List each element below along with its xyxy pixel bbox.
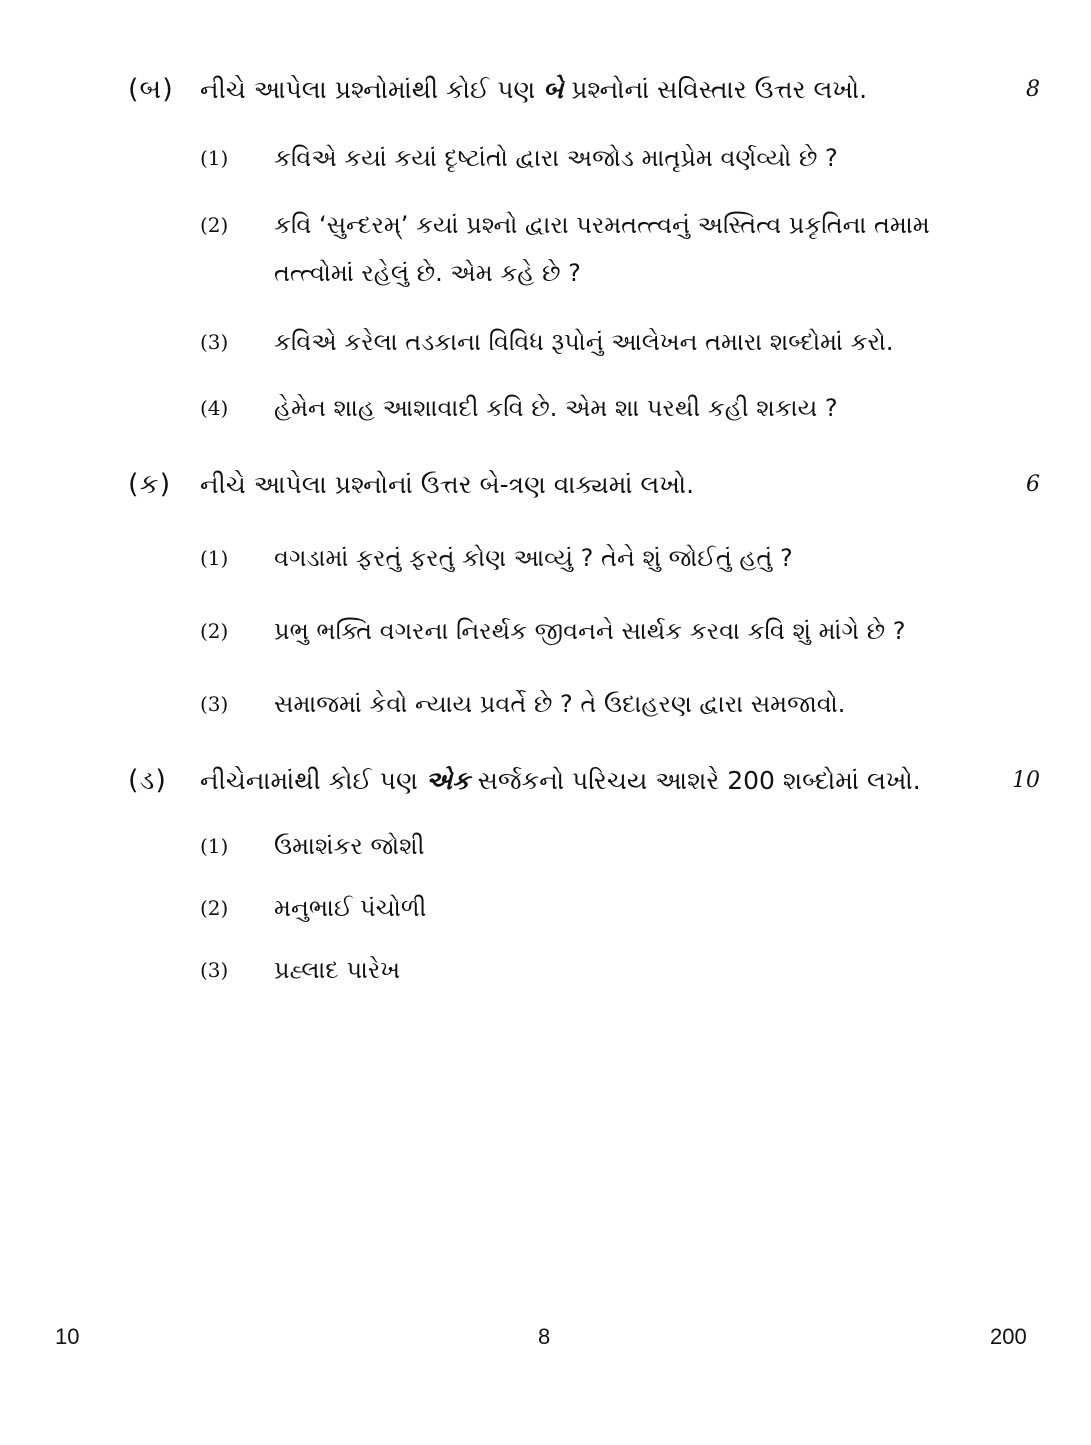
section-marks: 8 bbox=[1026, 77, 1040, 102]
question-text: વગડામાં ફરતું ફરતું કોણ આવ્યું ? તેને શું જોઈતું હતું ? bbox=[274, 544, 793, 572]
author-name: ઉમાશંકર જોશી bbox=[274, 832, 425, 860]
question-number: (3) bbox=[200, 330, 229, 354]
section-instruction: નીચે આપેલા પ્રશ્નોનાં ઉત્તર બે-ત્રણ વાક્યમાં લખો. bbox=[200, 470, 695, 499]
page-number: 8 bbox=[538, 1324, 551, 1349]
option-number: (1) bbox=[200, 834, 229, 858]
instruction-text: પ્રશ્નોનાં સવિસ્તાર ઉત્તર લખો. bbox=[563, 75, 868, 104]
author-name: મનુભાઈ પંચોળી bbox=[274, 894, 427, 922]
question-text: કવિ ‘સુન્દરમ્’ કયાં પ્રશ્નો દ્વારા પરમતત્ત્વનું અસ્તિત્વ પ્રકૃતિના તમામ તત્ત્વોમાં રહેલું છે. એમ કહે છે ? bbox=[274, 211, 930, 287]
question-text: સમાજમાં કેવો ન્યાય પ્રવર્તે છે ? તે ઉદાહરણ દ્વારા સમજાવો. bbox=[274, 690, 846, 718]
question-number: (1) bbox=[200, 146, 229, 170]
question-number: (2) bbox=[200, 619, 229, 643]
instruction-text: સર્જકનો પરિચય આશરે 200 શબ્દોમાં લખો. bbox=[469, 766, 921, 795]
instruction-emphasis: એક bbox=[425, 766, 470, 795]
question-number: (1) bbox=[200, 546, 229, 570]
section-d-heading bbox=[120, 761, 1040, 801]
section-label: (બ) bbox=[128, 74, 174, 105]
instruction-emphasis: બે bbox=[543, 75, 564, 104]
question-number: (2) bbox=[200, 213, 229, 237]
section-marks: 10 bbox=[1012, 768, 1040, 793]
section-label: (ડ) bbox=[128, 765, 167, 796]
question-text: કવિએ કરેલા તડકાના વિવિધ રૂપોનું આલેખન તમારા શબ્દોમાં કરો. bbox=[274, 328, 894, 356]
question-text: હેમેન શાહ આશાવાદી કવિ છે. એમ શા પરથી કહી શકાય ? bbox=[274, 394, 838, 422]
option-number: (3) bbox=[200, 958, 229, 982]
author-name: પ્રહ્લાદ પારેખ bbox=[274, 956, 401, 984]
question-text: પ્રભુ ભક્તિ વગરના નિરર્થક જીવનને સાર્થક કરવા કવિ શું માંગે છે ? bbox=[274, 617, 906, 645]
question-number: (3) bbox=[200, 692, 229, 716]
question-text: કવિએ કયાં કયાં દૃષ્ટાંતો દ્વારા અજોડ માતૃપ્રેમ વર્ણવ્યો છે ? bbox=[274, 144, 838, 172]
section-instruction bbox=[200, 761, 921, 801]
footer-left-code: 10 bbox=[55, 1324, 80, 1349]
option-number: (2) bbox=[200, 896, 229, 920]
instruction-text: નીચે આપેલા પ્રશ્નોમાંથી કોઈ પણ bbox=[200, 75, 544, 104]
instruction-text: નીચેનામાંથી કોઈ પણ bbox=[200, 766, 426, 795]
section-label: (ક) bbox=[128, 469, 172, 500]
footer-right-code: 200 bbox=[990, 1324, 1027, 1349]
section-k-heading bbox=[120, 465, 1040, 505]
section-marks: 6 bbox=[1026, 472, 1040, 497]
section-b-heading bbox=[120, 70, 1040, 110]
question-number: (4) bbox=[200, 396, 229, 420]
section-instruction bbox=[200, 70, 867, 110]
